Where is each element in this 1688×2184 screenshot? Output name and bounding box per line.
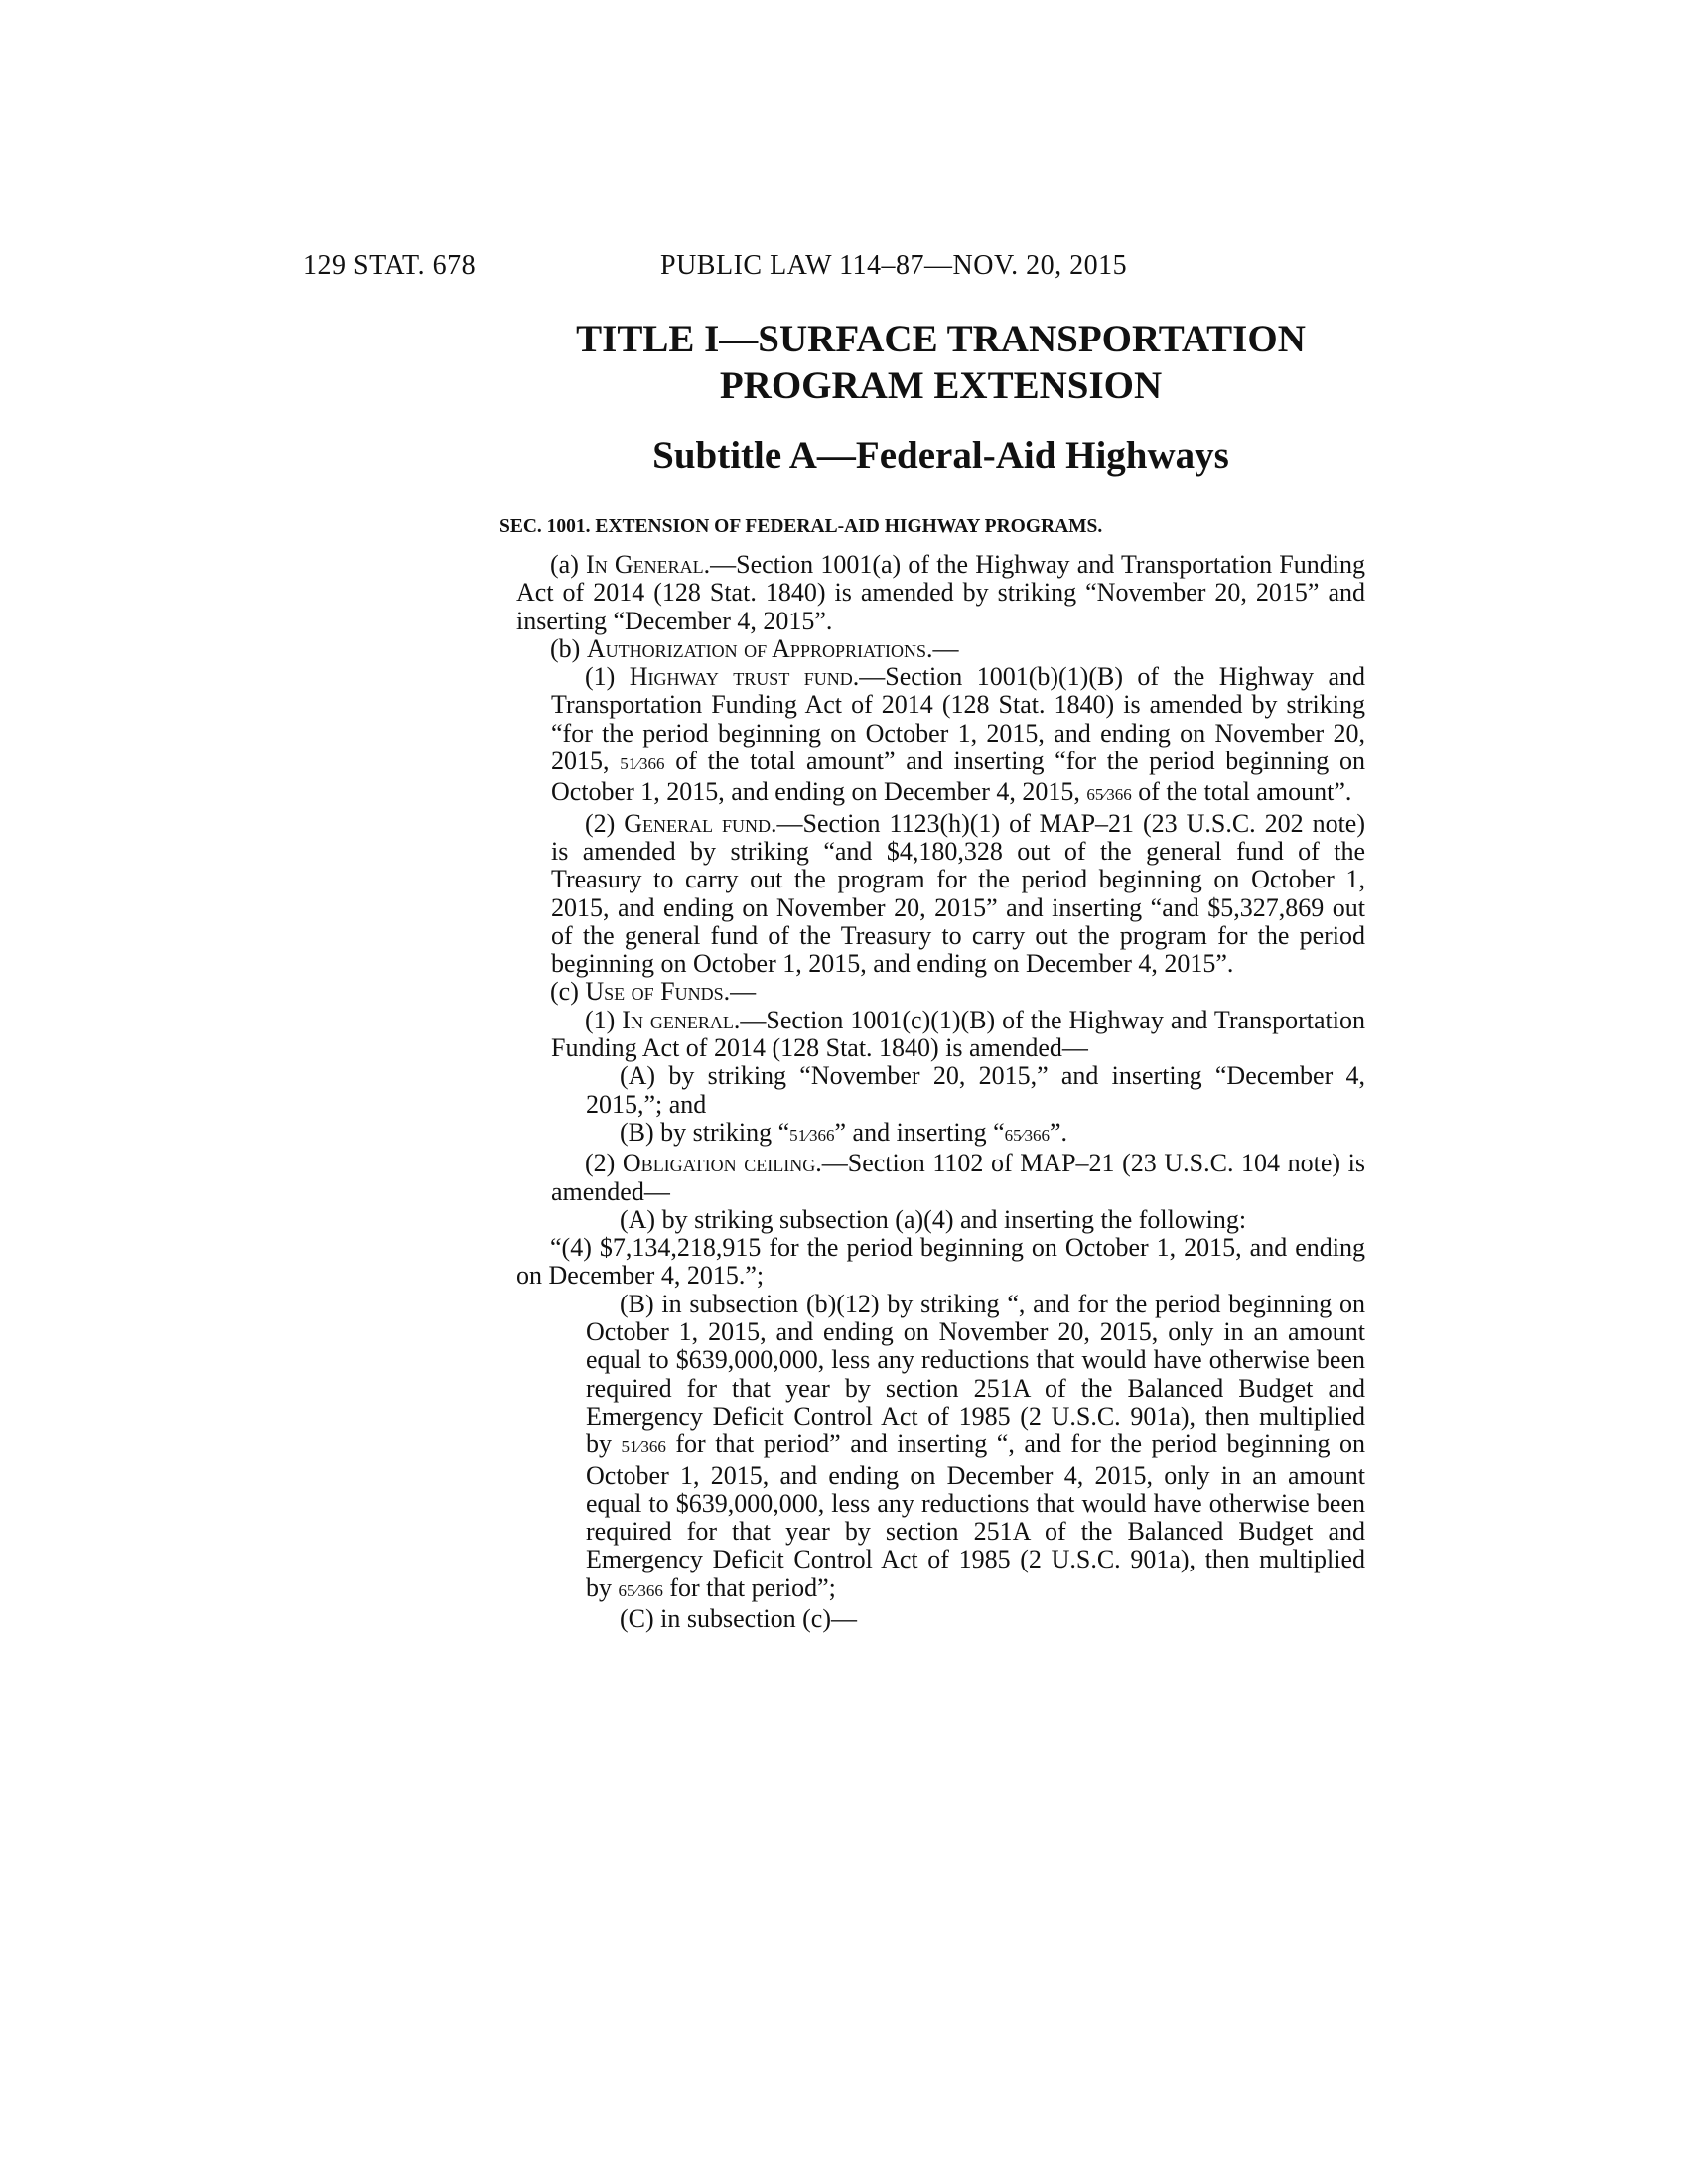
subsection-b-caption: Authorization of Appropriations xyxy=(586,633,926,663)
section-body xyxy=(516,551,1365,1633)
paragraph-b-2: (2) General fund.—Section 1123(h)(1) of MAP–21 (23 U.S.C. 202 note) is amended by striking “and $4,180,328 out of the general fund of the Treasury to carry out the program for the period beginning on October 1, 2015, and ending on November 20, 2015” and inserting “and $5,327,869 out of the general fund of the Treasury to carry out the program for the period beginning on October 1, 2015, and ending on December 4, 2015”. xyxy=(551,808,1366,979)
subparagraph-c-2-c: (C) in subsection (c)— xyxy=(620,1603,858,1633)
fraction: 51⁄366 xyxy=(789,1125,835,1145)
paragraph-b-2-caption: General fund xyxy=(624,808,772,838)
paragraph-c-1: (1) In general.—Section 1001(c)(1)(B) of the Highway and Transportation Funding Act of 2014 (128 Stat. 1840) is amended— xyxy=(551,1005,1366,1063)
subsection-a-caption: In General xyxy=(586,550,704,579)
subsection-c-caption: Use of Funds xyxy=(585,977,724,1007)
subsection-a: (a) In General.—Section 1001(a) of the Highway and Transportation Funding Act of 2014 (128 Stat. 1840) is amended by striking “November 20, 2015” and inserting “December 4, 2015”. xyxy=(516,550,1365,635)
public-law-line: PUBLIC LAW 114–87—NOV. 20, 2015 xyxy=(660,250,1128,281)
paragraph-b-1-caption: Highway trust fund xyxy=(629,662,853,692)
title-line-2: PROGRAM EXTENSION xyxy=(719,364,1163,407)
subtitle-heading: Subtitle A—Federal-Aid Highways xyxy=(652,434,1229,477)
title-heading xyxy=(516,316,1365,409)
fraction: 65⁄366 xyxy=(1086,785,1132,805)
fraction: 65⁄366 xyxy=(1004,1125,1050,1145)
paragraph-b-1: (1) Highway trust fund.—Section 1001(b)(1)(B) of the Highway and Transportation Funding Act of 2014 (128 Stat. 1840) is amended by striking “for the period beginning on October 1, 2015, and ending on November 20, 2015, 51⁄366 of the total amount” and inserting “for the period beginning on October 1, 2015, and ending on December 4, 2015, 65⁄366 of the total amount”. xyxy=(551,662,1365,807)
subparagraph-c-1-a: (A) by striking “November 20, 2015,” and inserting “December 4, 2015,”; and xyxy=(586,1061,1365,1119)
paragraph-c-2: (2) Obligation ceiling.—Section 1102 of MAP–21 (23 U.S.C. 104 note) is amended— xyxy=(551,1149,1365,1206)
paragraph-c-2-caption: Obligation ceiling xyxy=(622,1149,816,1178)
subparagraph-c-2-b: (B) in subsection (b)(12) by striking “, and for the period beginning on October 1, 2015, and ending on November 20, 2015, only in an amount equal to $639,000,000, less any reductions that would have otherwise been required for that year by section 251A of the Balanced Budget and Emergency Deficit Control Act of 1985 (2 U.S.C. 901a), then multiplied by 51⁄366 for that period” and inserting “, and for the period beginning on October 1, 2015, and ending on December 4, 2015, only in an amount equal to $639,000,000, less any reductions that would have otherwise been required for that year by section 251A of the Balanced Budget and Emergency Deficit Control Act of 1985 (2 U.S.C. 901a), then multiplied by 65⁄366 for that period”; xyxy=(586,1289,1365,1602)
subparagraph-c-1-b: (B) by striking “51⁄366” and inserting “65⁄366”. xyxy=(620,1117,1067,1147)
quoted-paragraph-4: “(4) $7,134,218,915 for the period beginning on October 1, 2015, and ending on December 4, 2015.”; xyxy=(516,1233,1365,1291)
subparagraph-c-2-a: (A) by striking subsection (a)(4) and inserting the following: xyxy=(620,1204,1247,1234)
statute-page-number: 129 STAT. 678 xyxy=(303,250,477,281)
subsection-c: (c) Use of Funds.— xyxy=(550,977,757,1007)
subsection-b: (b) Authorization of Appropriations.— xyxy=(550,633,959,663)
paragraph-c-1-caption: In general xyxy=(622,1005,734,1034)
fraction: 51⁄366 xyxy=(621,1437,666,1457)
fraction: 51⁄366 xyxy=(620,754,665,774)
section-heading: SEC. 1001. EXTENSION OF FEDERAL-AID HIGHWAY PROGRAMS. xyxy=(499,516,1103,537)
title-line-1: TITLE I—SURFACE TRANSPORTATION xyxy=(576,318,1306,360)
fraction: 65⁄366 xyxy=(618,1580,663,1600)
